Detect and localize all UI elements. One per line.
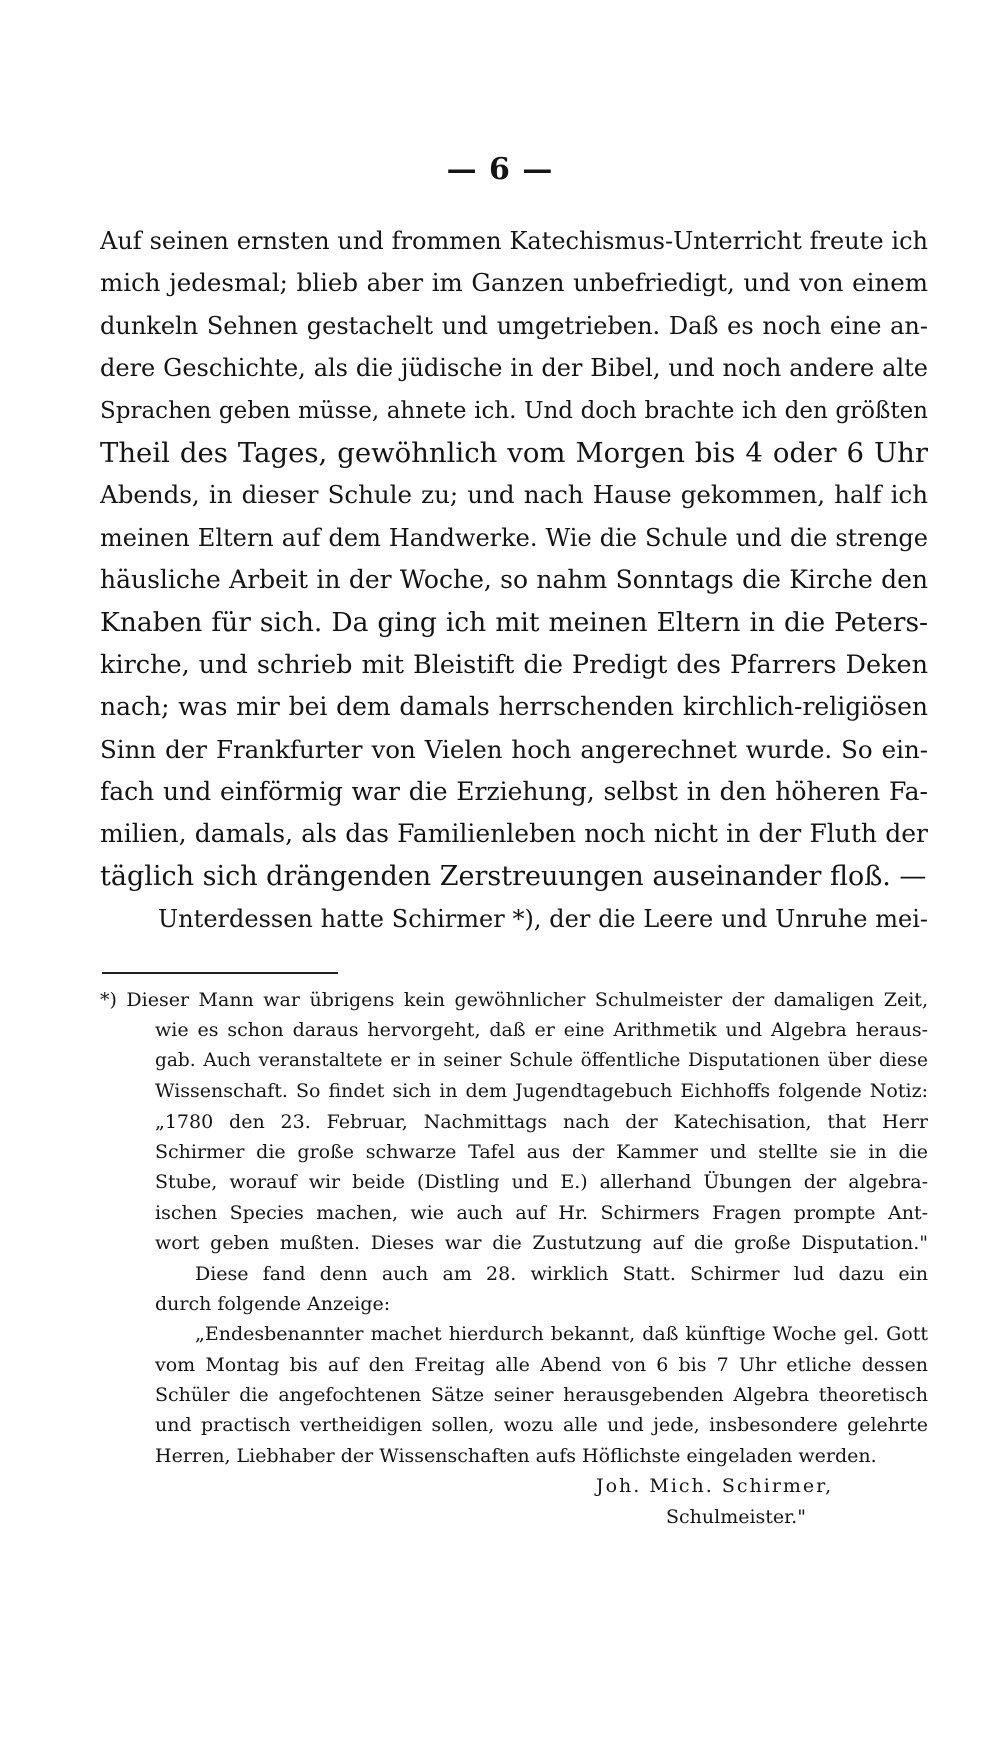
main-text-line: Sinn der Frankfurter von Vielen hoch angerechnet wurde. So ein- bbox=[100, 734, 928, 764]
footnote-line: Schüler die angefochtenen Sätze seiner herausgebenden Algebra theoretisch bbox=[155, 1384, 928, 1407]
main-text-line: Auf seinen ernsten und frommen Katechismus-Unterricht freute ich bbox=[100, 227, 928, 255]
footnote-line: Herren, Liebhaber der Wissenschaften aufs Höflichste eingeladen werden. bbox=[155, 1444, 877, 1467]
main-text-line: meinen Eltern auf dem Handwerke. Wie die Schule und die strenge bbox=[100, 523, 928, 552]
footnote-line: vom Montag bis auf den Freitag alle Abend von 6 bis 7 Uhr etliche dessen bbox=[155, 1353, 928, 1376]
footnote-separator bbox=[102, 972, 338, 974]
footnote-signature-name: Joh. Mich. Schirmer, bbox=[596, 1475, 834, 1498]
main-text-line: kirche, und schrieb mit Bleistift die Predigt des Pfarrers Deken bbox=[100, 649, 928, 680]
main-text-line: milien, damals, als das Familienleben noch nicht in der Fluth der bbox=[100, 819, 928, 849]
main-text-block bbox=[100, 220, 928, 941]
footnote-signature-title: Schulmeister." bbox=[666, 1505, 806, 1528]
main-text-line: dere Geschichte, als die jüdische in der Bibel, und noch andere alte bbox=[100, 354, 928, 383]
footnote-line: Diese fand denn auch am 28. wirklich Statt. Schirmer lud dazu ein bbox=[195, 1262, 928, 1285]
footnote-line: wort geben mußten. Dieses war die Zustutzung auf die große Disputation." bbox=[155, 1232, 928, 1255]
main-text-line: mich jedesmal; blieb aber im Ganzen unbefriedigt, und von einem bbox=[100, 268, 928, 298]
main-text-line: häusliche Arbeit in der Woche, so nahm Sonntags die Kirche den bbox=[100, 565, 928, 595]
main-text-line: nach; was mir bei dem damals herrschenden kirchlich-religiösen bbox=[100, 692, 928, 722]
footnote-line: „1780 den 23. Februar, Nachmittags nach der Katechisation, that Herr bbox=[155, 1110, 928, 1133]
footnote-line: Wissenschaft. So findet sich in dem Jugendtagebuch Eichhoffs folgende Notiz: bbox=[155, 1080, 928, 1103]
footnote-line: Schirmer die große schwarze Tafel aus der Kammer und stellte sie in die bbox=[155, 1140, 928, 1163]
footnote-line: gab. Auch veranstaltete er in seiner Schule öffentliche Disputationen über diese bbox=[155, 1049, 928, 1071]
footnote-line: wie es schon daraus hervorgeht, daß er eine Arithmetik und Algebra heraus- bbox=[155, 1019, 928, 1042]
main-text-line: Unterdessen hatte Schirmer *), der die Leere und Unruhe mei- bbox=[158, 905, 928, 934]
footnote-line: und practisch vertheidigen sollen, wozu alle und jede, insbesondere gelehrte bbox=[155, 1414, 928, 1437]
footnote-line: ischen Species machen, wie auch auf Hr. Schirmers Fragen prompte Ant- bbox=[155, 1201, 928, 1224]
main-text-line: täglich sich drängenden Zerstreuungen auseinander floß. — bbox=[100, 860, 927, 892]
footnote-line: „Endesbenannter machet hierdurch bekannt, daß künftige Woche gel. Gott bbox=[195, 1323, 928, 1346]
main-text-line: Knaben für sich. Da ging ich mit meinen Eltern in die Peters- bbox=[100, 606, 928, 638]
main-text-line: fach und einförmig war die Erziehung, selbst in den höheren Fa- bbox=[100, 777, 928, 807]
main-text-line: Sprachen geben müsse, ahnete ich. Und doch brachte ich den größten bbox=[100, 397, 928, 424]
footnote-block bbox=[100, 985, 928, 1532]
page-number: — 6 — bbox=[446, 152, 554, 187]
main-text-line: dunkeln Sehnen gestachelt und umgetrieben. Daß es noch eine an- bbox=[100, 311, 928, 340]
footnote-line: Stube, worauf wir beide (Distling und E.) allerhand Übungen der algebra- bbox=[155, 1171, 928, 1194]
main-text-line: Theil des Tages, gewöhnlich vom Morgen bis 4 oder 6 Uhr bbox=[100, 436, 928, 469]
footnote-line: *) Dieser Mann war übrigens kein gewöhnlicher Schulmeister der damaligen Zeit, bbox=[100, 989, 928, 1011]
footnote-line: durch folgende Anzeige: bbox=[155, 1292, 391, 1315]
main-text-line: Abends, in dieser Schule zu; und nach Hause gekommen, half ich bbox=[100, 480, 928, 510]
